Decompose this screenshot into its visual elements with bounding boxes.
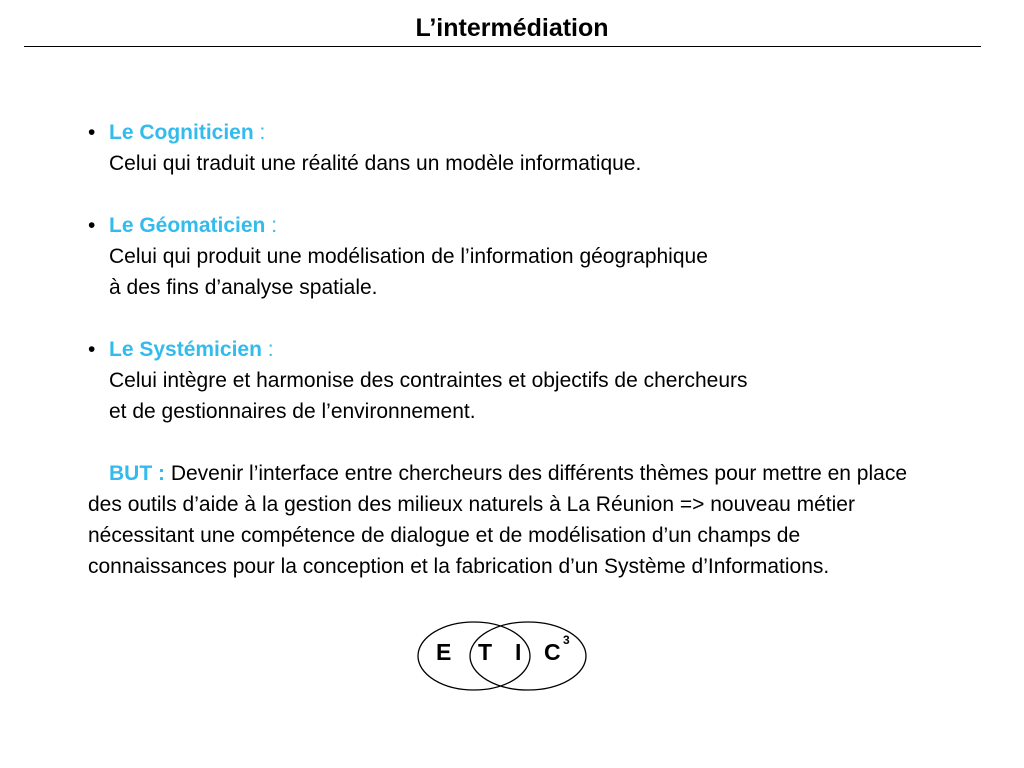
term-separator: :: [261, 338, 274, 361]
definition-line: et de gestionnaires de l’environnement.: [109, 400, 476, 423]
definition-line: Celui qui traduit une réalité dans un modèle informatique.: [109, 152, 642, 175]
letter-e: E: [436, 639, 452, 665]
letter-t: T: [478, 639, 493, 665]
bullet-point: •: [88, 338, 96, 361]
definition-line: Celui intègre et harmonise des contraintes et objectifs de chercheurs: [109, 369, 748, 392]
bullet-geomaticien: [88, 210, 928, 303]
term-cogniticien: Le Cogniticien: [109, 121, 254, 144]
superscript-3: 3: [563, 633, 570, 647]
term-geomaticien: Le Géomaticien: [109, 214, 266, 237]
bullet-point: •: [88, 214, 96, 237]
venn-left-circle: [418, 622, 530, 690]
bullet-systemicien: [88, 334, 928, 427]
bullet-point: •: [88, 121, 96, 144]
goal-text: Devenir l’interface entre chercheurs des différents thèmes pour mettre en place des outils d’aide à la gestion des milieux naturels à La Réunion => nouveau métier nécessitant une compétence de dialogue et de modélisation d’un champs de connaissances pour la conception et la fabrication d’un Système d’Informations.: [88, 462, 907, 578]
term-separator: :: [265, 214, 278, 237]
letter-c: C: [544, 639, 561, 665]
definition-line: à des fins d’analyse spatiale.: [109, 276, 378, 299]
content-area: [88, 117, 928, 582]
title-divider: [24, 46, 981, 47]
term-separator: :: [253, 121, 266, 144]
goal-paragraph: [88, 458, 928, 582]
slide-title: L’intermédiation: [415, 14, 609, 42]
term-systemicien: Le Systémicien: [109, 338, 262, 361]
etic-venn-diagram: [414, 620, 594, 700]
letter-i: I: [515, 639, 522, 665]
definition-line: Celui qui produit une modélisation de l’information géographique: [109, 245, 708, 268]
bullet-cogniticien: [88, 117, 928, 179]
goal-label: BUT :: [109, 462, 165, 485]
